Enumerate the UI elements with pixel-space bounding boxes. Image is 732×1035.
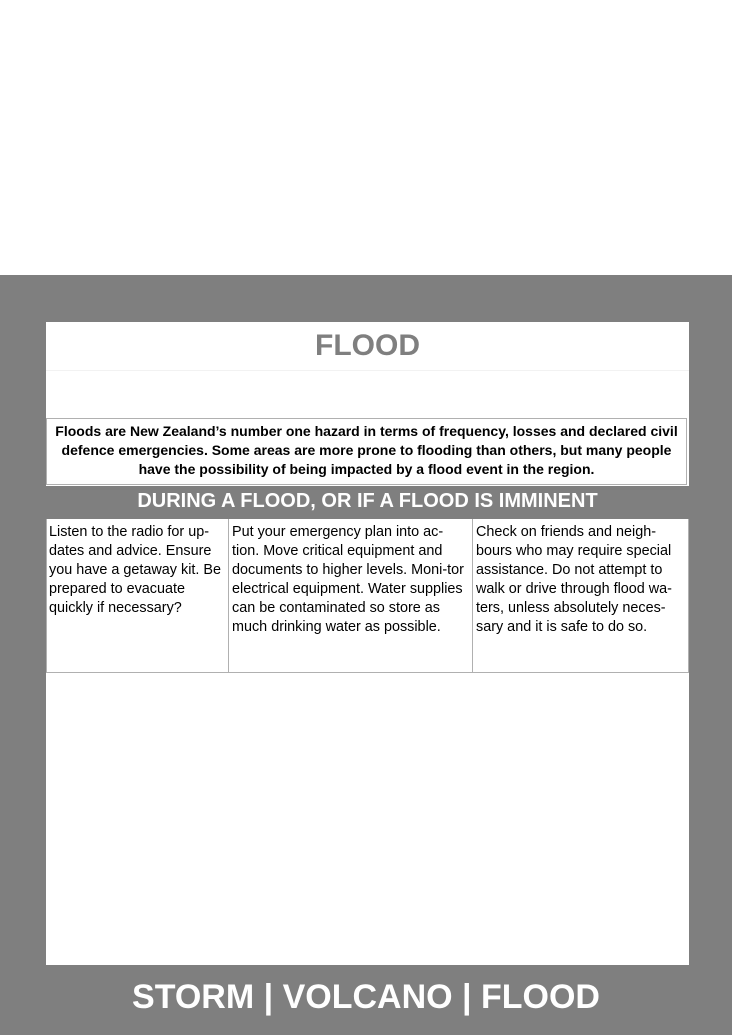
- section-heading-band: DURING A FLOOD, OR IF A FLOOD IS IMMINENT: [46, 486, 689, 519]
- flood-card: [46, 322, 689, 965]
- advice-columns: [46, 519, 689, 673]
- footer-banner: STORM | VOLCANO | FLOOD: [132, 978, 600, 1016]
- advice-column-1: Listen to the radio for up-dates and advice. Ensure you have a getaway kit. Be prepared to evacuate quickly if necessary?: [46, 519, 228, 672]
- intro-paragraph: Floods are New Zealand’s number one hazard in terms of frequency, losses and declared civil defence emergencies. Some areas are more prone to flooding than others, but many people have the possibility of being impacted by a flood event in the region.: [46, 418, 687, 485]
- advice-column-3: Check on friends and neigh-bours who may require special assistance. Do not attempt to walk or drive through flood wa-ters, unless absolutely neces-sary and it is safe to do so.: [472, 519, 689, 672]
- advice-column-2: Put your emergency plan into ac-tion. Move critical equipment and documents to higher levels. Moni-tor electrical equipment. Water supplies can be contaminated so store as much drinking water as possible.: [228, 519, 472, 672]
- page-title: FLOOD: [46, 322, 689, 371]
